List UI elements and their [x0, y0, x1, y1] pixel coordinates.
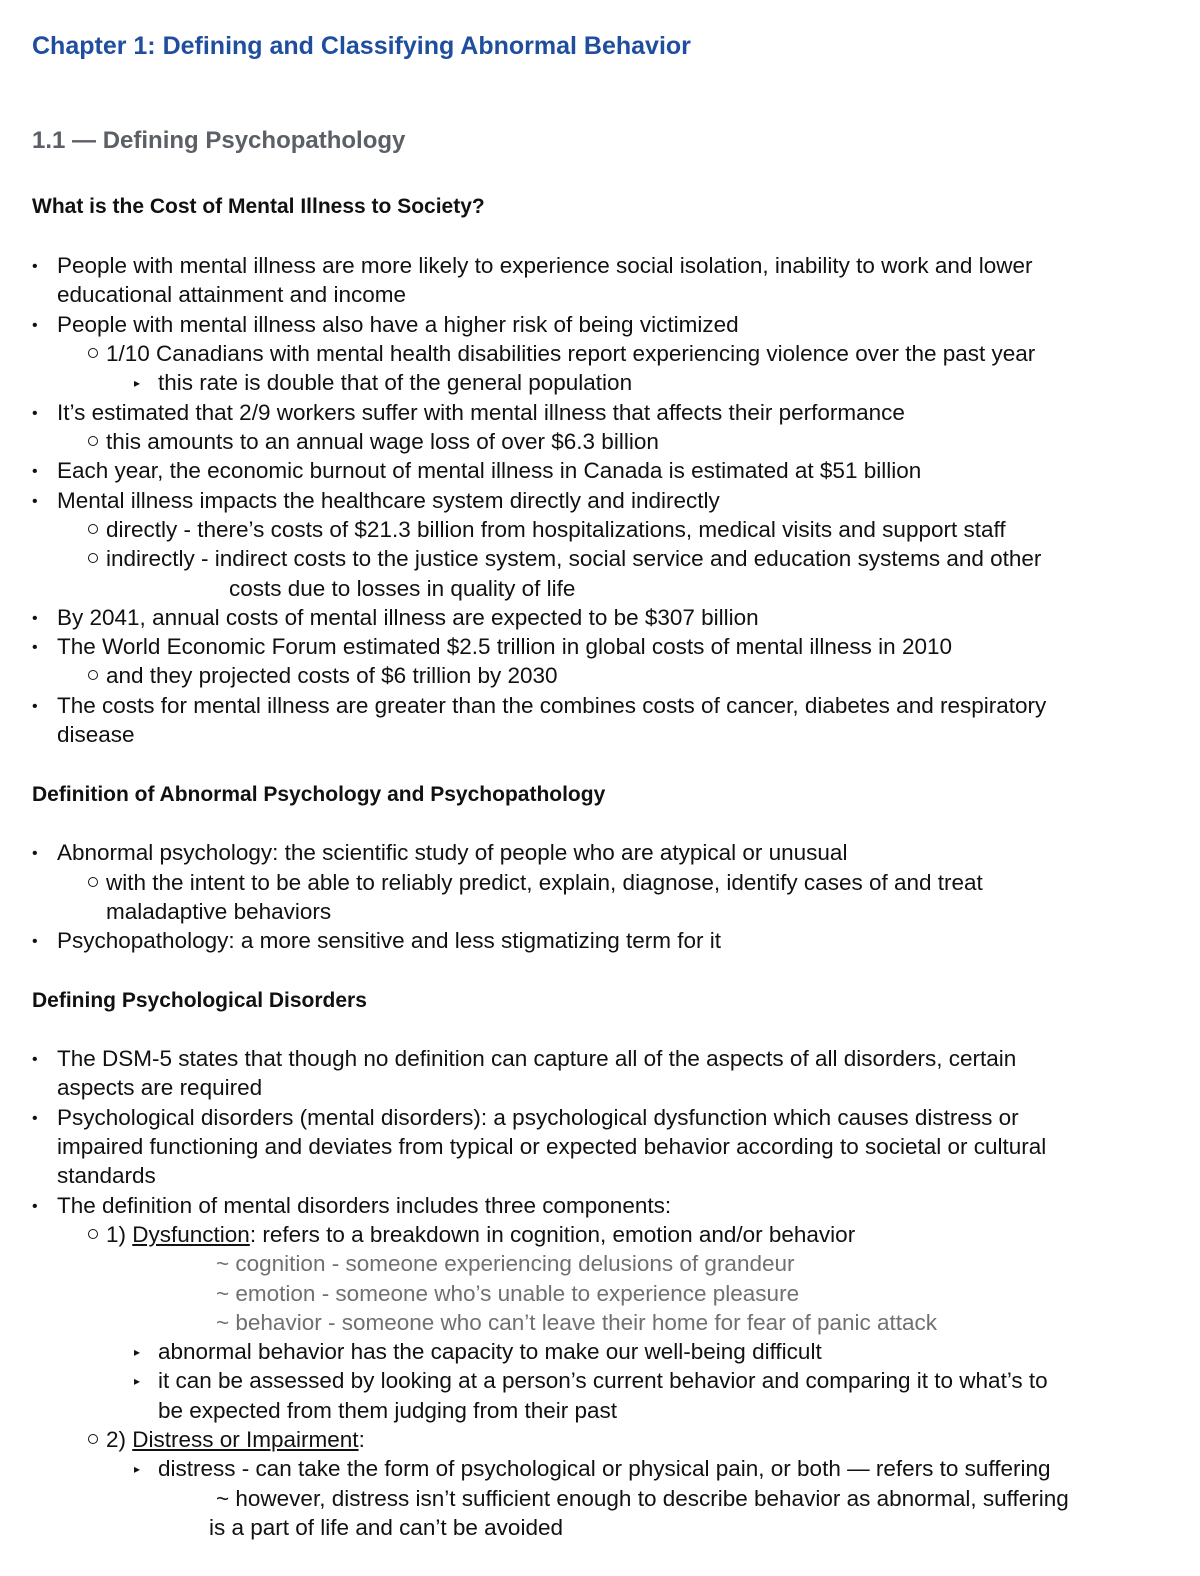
list-item: It’s estimated that 2/9 workers suffer with mental illness that affects their performance — [57, 400, 905, 425]
list-item: standards — [57, 1163, 156, 1188]
sub-bullet-marker — [88, 868, 98, 897]
bullet-marker: • — [32, 610, 38, 627]
list-item: it can be assessed by looking at a person’s current behavior and comparing it to what’s to — [158, 1368, 1048, 1393]
list-item: disease — [57, 722, 135, 747]
list-item: with the intent to be able to reliably predict, explain, diagnose, identify cases of and treat — [106, 870, 983, 895]
list-item: The World Economic Forum estimated $2.5 trillion in global costs of mental illness in 2010 — [57, 634, 953, 659]
bullet-marker: • — [32, 463, 38, 480]
component-description: : refers to a breakdown in cognition, emotion and/or behavior — [249, 1222, 856, 1247]
bullet-marker: • — [32, 639, 38, 656]
list-item: directly - there’s costs of $21.3 billion from hospitalizations, medical visits and support staff — [106, 517, 1006, 542]
list-item: this amounts to an annual wage loss of over $6.3 billion — [106, 429, 659, 454]
bullet-marker: • — [32, 698, 38, 715]
heading-disorders: Defining Psychological Disorders — [32, 989, 367, 1012]
bullet-marker: • — [32, 405, 38, 422]
bullet-marker: • — [32, 1051, 38, 1068]
sub-sub-bullet-marker: ▸ — [134, 1462, 141, 1476]
list-item: Psychopathology: a more sensitive and less stigmatizing term for it — [57, 928, 722, 953]
list-item: By 2041, annual costs of mental illness are expected to be $307 billion — [57, 605, 759, 630]
list-item: educational attainment and income — [57, 282, 406, 307]
list-item: Abnormal psychology: the scientific study of people who are atypical or unusual — [57, 840, 848, 865]
list-item: aspects are required — [57, 1075, 263, 1100]
term-dysfunction: Dysfunction — [132, 1222, 250, 1247]
list-item: is a part of life and can’t be avoided — [209, 1515, 563, 1540]
colon: : — [358, 1427, 365, 1452]
list-item: maladaptive behaviors — [106, 899, 332, 924]
list-item: People with mental illness are more likely to experience social isolation, inability to work and lower — [57, 253, 1033, 278]
list-item: Mental illness impacts the healthcare system directly and indirectly — [57, 488, 720, 513]
bullet-marker: • — [32, 933, 38, 950]
list-item: indirectly - indirect costs to the justice system, social service and education systems and other — [106, 546, 1042, 571]
section-title: 1.1 — Defining Psychopathology — [32, 127, 406, 154]
example-line: ~ cognition - someone experiencing delusions of grandeur — [216, 1251, 795, 1276]
list-item: Psychological disorders (mental disorders): a psychological dysfunction which causes distress or — [57, 1105, 1019, 1130]
component-number: 2) — [106, 1427, 133, 1452]
bullet-marker: • — [32, 845, 38, 862]
example-line: ~ emotion - someone who’s unable to experience pleasure — [216, 1281, 800, 1306]
list-item: People with mental illness also have a higher risk of being victimized — [57, 312, 739, 337]
component-distress — [106, 1425, 365, 1454]
sub-bullet-marker — [88, 515, 98, 544]
sub-bullet-marker — [88, 339, 98, 368]
bullet-marker: • — [32, 258, 38, 275]
list-item: ~ however, distress isn’t sufficient enough to describe behavior as abnormal, suffering — [216, 1486, 1069, 1511]
chapter-title: Chapter 1: Defining and Classifying Abnormal Behavior — [32, 32, 691, 60]
list-item: abnormal behavior has the capacity to make our well-being difficult — [158, 1339, 822, 1364]
list-item: costs due to losses in quality of life — [229, 576, 576, 601]
bullet-marker: • — [32, 493, 38, 510]
sub-sub-bullet-marker: ▸ — [134, 376, 141, 390]
sub-sub-bullet-marker: ▸ — [134, 1374, 141, 1388]
bullet-marker: • — [32, 317, 38, 334]
example-line: ~ behavior - someone who can’t leave their home for fear of panic attack — [216, 1310, 938, 1335]
sub-bullet-marker — [88, 661, 98, 690]
bullet-marker: • — [32, 1110, 38, 1127]
sub-sub-bullet-marker: ▸ — [134, 1345, 141, 1359]
component-number: 1) — [106, 1222, 133, 1247]
term-distress-impairment: Distress or Impairment — [132, 1427, 359, 1452]
sub-bullet-marker — [88, 427, 98, 456]
list-item: The costs for mental illness are greater than the combines costs of cancer, diabetes and respiratory — [57, 693, 1047, 718]
list-item: 1/10 Canadians with mental health disabilities report experiencing violence over the past year — [106, 341, 1036, 366]
list-item: distress - can take the form of psychological or physical pain, or both — refers to suffering — [158, 1456, 1051, 1481]
list-item: this rate is double that of the general population — [158, 370, 633, 395]
component-dysfunction — [106, 1220, 855, 1249]
heading-cost: What is the Cost of Mental Illness to Society? — [32, 195, 485, 218]
list-item: be expected from them judging from their past — [158, 1398, 617, 1423]
list-item: The DSM-5 states that though no definition can capture all of the aspects of all disorders, certain — [57, 1046, 1017, 1071]
list-item: and they projected costs of $6 trillion by 2030 — [106, 663, 558, 688]
list-item: Each year, the economic burnout of mental illness in Canada is estimated at $51 billion — [57, 458, 922, 483]
sub-bullet-marker — [88, 1425, 98, 1454]
heading-definition: Definition of Abnormal Psychology and Psychopathology — [32, 783, 606, 806]
sub-bullet-marker — [88, 1220, 98, 1249]
list-item: The definition of mental disorders includes three components: — [57, 1193, 672, 1218]
bullet-marker: • — [32, 1198, 38, 1215]
list-item: impaired functioning and deviates from typical or expected behavior according to societal or cultural — [57, 1134, 1047, 1159]
sub-bullet-marker — [88, 544, 98, 573]
